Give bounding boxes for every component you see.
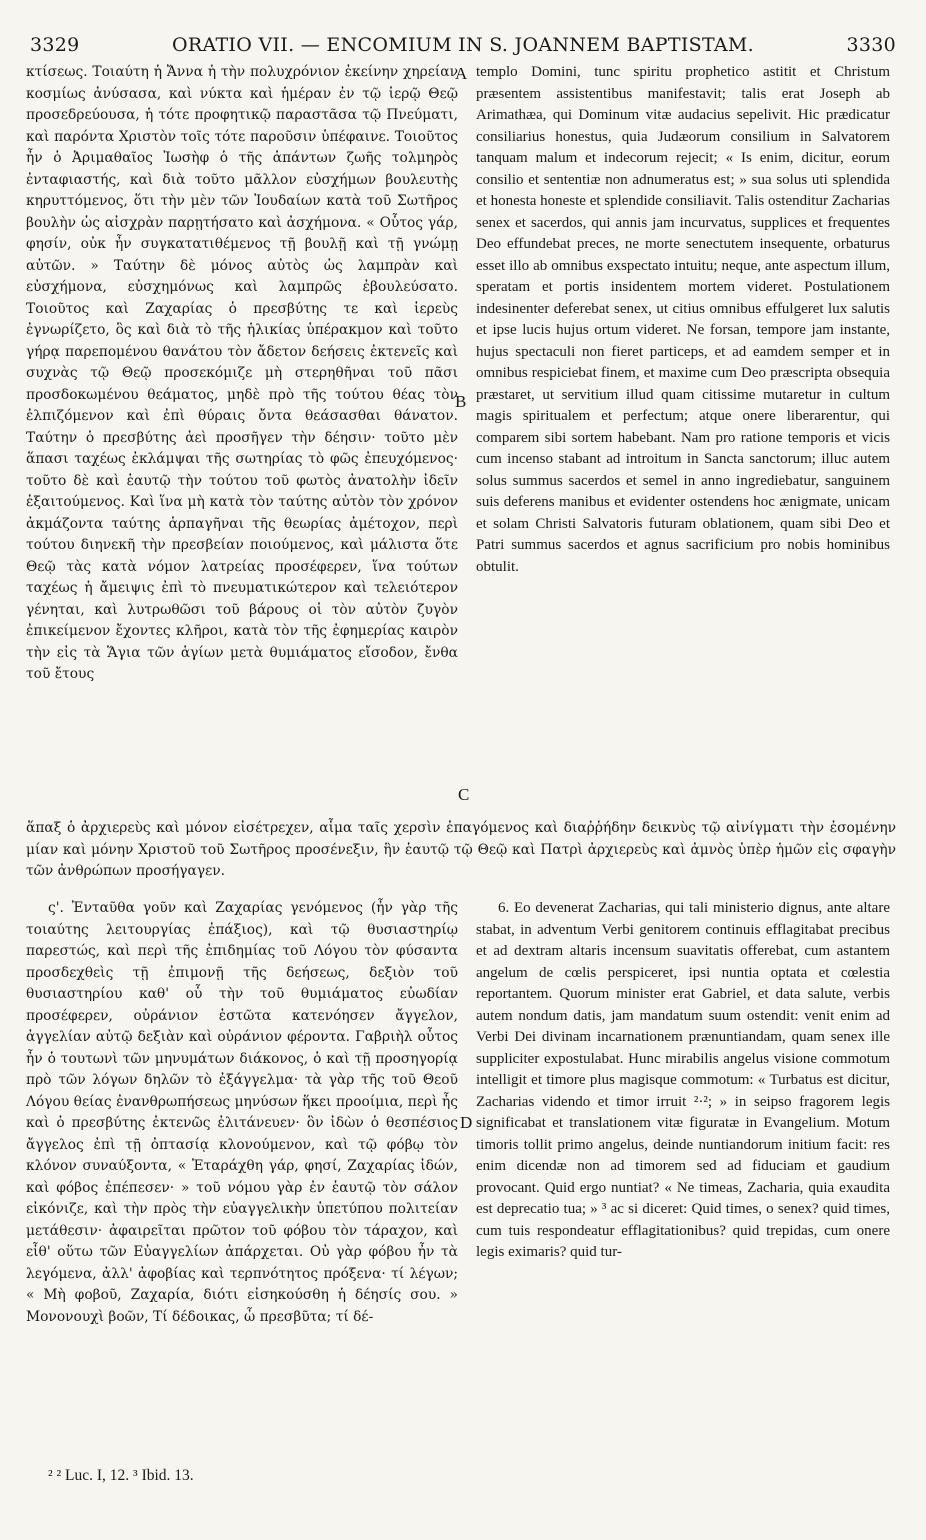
greek-column-top: [26, 62, 458, 807]
margin-marker-c: C: [458, 785, 470, 804]
latin-column-bottom: [476, 898, 890, 1438]
greek-full-width-passage: [26, 818, 896, 884]
greek-paragraph: ἅπαξ ὁ ἀρχιερεὺς καὶ μόνον εἰσέτρεχεν, αἷμα ταῖς χερσὶν ἐπαγόμενος καὶ διαῤῥήδην δεικνὺς τῷ αἰνίγματι τὴν ἐσομένην μίαν καὶ μόνην Χριστοῦ τοῦ Σωτῆρος προσένεξιν, ἣν ἑαυτῷ τῷ Θεῷ καὶ Πατρὶ ἀρχιερεὺς καὶ ἀμνὸς ὑπὲρ ἡμῶν εἰς σφαγὴν τῶν ἀνθρώπων προσήγαγεν.: [26, 820, 896, 879]
page-header: [30, 34, 896, 60]
latin-paragraph: 6. Eo devenerat Zacharias, qui tali ministerio dignus, ante altare stabat, in adventum Verbi genitorem continuis efflagitabat precibus et ad dextram altaris incensum suavitatis offerebat, cum astantem angelum de cœlis perspiceret, ipsi nuntia optata et cœlestia reportantem. Quorum minister erat Gabriel, et data salute, verbis autem nondum datis, jam mandatum suum ostendit: venit enim ad Verbi Dei divinam incarnationem prænuntiandam, quam senex ille suppliciter expostulabat. Hunc mirabilis angelus visione commotum intelligit et timore plus magisque commotum: « Turbatus est dicitur, Zacharias videndo et timor irruit ²·²; » in seipso fragorem legis significabat et translationem vitæ figuratæ in Evangelium. Motum timoris tollit primo angelus, deinde nuntiandorum initium facit: res enim dicendæ non ad timorem sed ad fiduciam et gaudium provocant. Quid ergo nuntiat? « Ne timeas, Zacharia, quia exaudita est deprecatio tua; » ³ ac si diceret: Quid times, o senex? quid times, cum tuis respondeatur efflagitationibus? quid trepidas, cum onere legis eximaris? quid tur-: [476, 900, 890, 1260]
footnote: ² ² Luc. I, 12. ³ Ibid. 13.: [48, 1467, 194, 1484]
margin-marker-a: A: [455, 64, 468, 83]
margin-marker-d: D: [460, 1113, 473, 1132]
greek-paragraph: κτίσεως. Τοιαύτη ἡ Ἄννα ἡ τὴν πολυχρόνιον ἐκείνην χηρείαν κοσμίως ἀνύσασα, καὶ νύκτα καὶ ἡμέραν ἐν τῷ ἱερῷ Θεῷ προσεδρεύουσα, ἡ τότε προφητικῷ παραστᾶσα τῷ Πνεύματι, καὶ παρόντα Χριστὸν τοῖς τότε παροῦσιν ὑπέφαινε. Τοιοῦτος ἦν ὁ Ἀριμαθαῖος Ἰωσὴφ ὁ τῆς ἁπάντων ζωῆς τολμηρὸς ἐνταφιαστής, καὶ διὰ τοῦτο μᾶλλον εὐσχήμων βουλευτὴς κηρυττόμενος, ὅτι τὴν μὲν τῶν Ἰουδαίων κατὰ τοῦ Σωτῆρος βουλὴν ὡς αἰσχρὰν παρῃτήσατο καὶ ἀσχήμονα. « Οὗτος γάρ, φησίν, οὐκ ἦν συγκατατιθέμενος τῇ βουλῇ καὶ τῇ γνώμῃ αὐτῶν. » Ταύτην δὲ μόνος αὐτὸς ὡς λαμπρὰν καὶ εὐσχήμονα, εὐσχημόνως καὶ λαμπρῶς ἐβουλεύσατο. Τοιοῦτος καὶ Ζαχαρίας ὁ πρεσβύτης τε καὶ ἱερεὺς ἐγνωρίζετο, ὃς καὶ διὰ τὸ τῆς ἡλικίας ὑπέρακμον καὶ τοῦτο γήρᾳ παρεπομένου θανάτου τὸν ἄδετον δεήσεις ἐκτενεῖς καὶ συχνὰς τῷ Θεῷ προσεκόμιζε μὴ στερηθῆναι τοῦ πᾶσι προσδοκωμένου θεάματος, μηδὲ πρὸ τῆς τούτου θέας τὸν ἐλπιζόμενον καὶ ἐπὶ θύραις ὄντα θεάσασθαι θάνατον. Ταύτην ὁ πρεσβύτης ἀεὶ προσῆγεν τὴν δέησιν· τοῦτο μὲν ἅπασι ταχέως ἐκλάμψαι τῆς σωτηρίας τὸ φῶς ἐπευχόμενος· τοῦτο δὲ καὶ ἑαυτῷ τὴν τούτου τοῦ φωτὸς ἀνατολὴν ἰδεῖν ἐξαιτούμενος. Καὶ ἵνα μὴ κατὰ τὸν ταύτης αὐτὸν τὸν χρόνον ἀκμάζοντα ταύτης ἁρπαγῆναι τῆς θεωρίας ἀμέτοχον, περὶ τούτου διηνεκῆ τὴν πρεσβείαν ποιούμενος, καὶ μάλιστα ὅτε Θεῷ τὰς κατὰ νόμον λατρείας προσέφερεν, ἵνα τούτων ταχέως ἡ ἄμειψις ἐπὶ τὸ πνευματικώτερον καὶ τελειότερον γένηται, καὶ λυτρωθῶσι τοῦ βάρους οἱ τὸν αὐτὸν ζυγὸν ἐπικείμενον ἔχοντες κλῆροι, κατὰ τὸν τῆς ἐφημερίας καιρὸν τὴν εἰς τὰ Ἅγια τῶν ἁγίων μετὰ θυμιάματος εἴσοδον, ἔνθα τοῦ ἔτους: [26, 64, 458, 682]
margin-marker-b: B: [455, 392, 467, 411]
latin-column-top: [476, 62, 890, 807]
greek-column-bottom: [26, 898, 458, 1438]
right-page-number: 3330: [846, 34, 896, 56]
running-title: ORATIO VII. — ENCOMIUM IN S. JOANNEM BAPTISTAM.: [171, 34, 754, 56]
left-page-number: 3329: [30, 34, 80, 56]
greek-paragraph: ς'. Ἐνταῦθα γοῦν καὶ Ζαχαρίας γενόμενος (ἦν γὰρ τῆς τοιαύτης λειτουργίας ἐπάξιος), καὶ τῷ θυσιαστηρίῳ παρεστώς, καὶ περὶ τῆς ἐπιδημίας τοῦ Λόγου τὸν φύσαντα προσδεχθεὶς τῇ ἐπιμονῇ τῆς δεήσεως, δεξιὸν τοῦ θυσιαστηρίου καθ' οὗ τὴν τοῦ θυμιάματος εὐωδίαν προσέφερεν, οὐράνιον ἑστῶτα κατενόησεν ἄγγελον, ἀγγελίαν αὐτῷ δεξιὰν καὶ οὐράνιον φέροντα. Γαβριὴλ οὗτος ἦν ὁ τουτωνὶ τῶν μηνυμάτων διάκονος, ὁ καὶ τῇ προσηγορίᾳ πρὸ τῶν λόγων δηλῶν τὸ ἐξάγγελμα· τὰ γὰρ τῆς τοῦ Θεοῦ Λόγου θείας ἐνανθρωπήσεως μηνύσων ἥκει προοίμια, περὶ ἧς καὶ ὁ πρεσβύτης ἐκτενῶς ἐλιτάνευεν· ὃν ἰδὼν ὁ θεσπέσιος ἄγγελος ἐπὶ τῇ ὀπτασίᾳ κλονούμενον, καὶ τῷ φόβῳ τὸν κλόνον συναύξοντα, « Ἐταράχθη γάρ, φησί, Ζαχαρίας ἰδών, καὶ φόβος ἐπέπεσεν· » τοῦ νόμου γὰρ ἐν ἑαυτῷ τὸν σάλον εἰκόνιζε, καὶ τὴν πρὸς τὴν εὐαγγελικὴν ὑπετύπου πολιτείαν μετάθεσιν· ἀφαιρεῖται πρῶτον τοῦ φόβου τὸν τάραχον, καὶ εἶθ' οὕτω τῶν Εὐαγγελίων ἀπάρχεται. Οὐ γὰρ φόβου ἦν τὰ λεγόμενα, ἀλλ' ἀφοβίας καὶ τερπνότητος πρόξενα· τί λέγων; « Μὴ φοβοῦ, Ζαχαρία, διότι εἰσηκούσθη ἡ δέησίς σου. » Μονονουχὶ βοῶν, Τί δέδοικας, ὦ πρεσβῦτα; τί δέ-: [26, 900, 458, 1325]
latin-paragraph: templo Domini, tunc spiritu prophetico astitit et Christum præsentem assistentibus manifestavit; talis erat Joseph ab Arimathæa, qui Dominum vitæ audacius sepelivit. Hic prædicatur consiliarius honestus, quia Judæorum consilium in Salvatorem tanquam malum et indecorum rejecit; « Is enim, dicitur, eorum consilio et sententiæ non adnumeratus est; » sua solus uti splendida et honesta honeste et splendide consiliavit. Talis ostenditur Zacharias senex et sacerdos, qui annis jam incurvatus, supplices et frequentes Deo effundebat preces, ne morte senectutem insequente, orbaturus esset illo ab omnibus exspectato intuitu; neque, ante aspectum illum, speratam et portis insidentem mortem videret. Postulationem indesinenter deferebat senex, ut citius omnibus effulgeret lux salutis et ipse lucis hujus ortum videret. Ne forsan, tempore jam instante, hujus spectaculi non fieret particeps, et ad eamdem semper et in omnibus respiciebat finem, et maxime cum Deo præscripta obsequia præstaret, ut servitium illud quam citissime mutaretur in cultum magis spiritualem et perfectum; atque onere liberarentur, qui comparem sibi sortem habebant. Nam pro ratione temporis et vicis cum incenso stabant ad introitum in Sancta sanctorum; illuc autem solus summus sacerdos et semel in anno ingrediebatur, sanguinem suis deferens manibus et evidenter ostendens hoc ænigmate, unicam et solam Christi Salvatoris futuram oblationem, quam sibi Deo et Patri summus sacerdos et agnus sacrificium pro nobis hominibus obtulit.: [476, 64, 890, 575]
